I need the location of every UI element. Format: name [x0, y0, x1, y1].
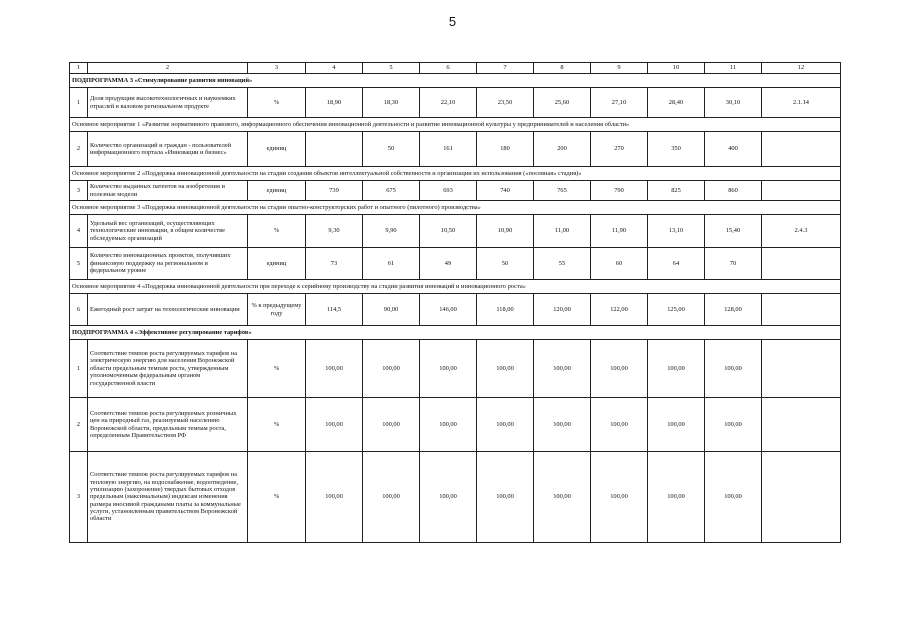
table-cell: 100,00: [534, 340, 591, 398]
table-cell: 18,30: [363, 88, 420, 118]
column-header: 6: [420, 63, 477, 74]
table-cell: 100,00: [477, 340, 534, 398]
table-cell: 61: [363, 248, 420, 280]
table-cell: 27,10: [591, 88, 648, 118]
table-cell: 740: [477, 181, 534, 201]
column-header: 9: [591, 63, 648, 74]
table-cell: 100,00: [477, 452, 534, 543]
subprogram-3-title: ПОДПРОГРАММА 3 «Стимулирование развития инноваций»: [70, 74, 841, 88]
indicator-name: Доля продукции высокотехнологичных и наукоемких отраслей в валовом региональном продукте: [88, 88, 248, 118]
subprogram-4-title: ПОДПРОГРАММА 4 «Эффективное регулирование тарифов»: [70, 326, 841, 340]
table-cell: 693: [420, 181, 477, 201]
table-cell: 350: [648, 132, 705, 167]
table-cell: %: [248, 88, 306, 118]
table-cell: 3: [70, 181, 88, 201]
table-cell: единиц: [248, 248, 306, 280]
table-cell: 3: [70, 452, 88, 543]
measure-1-title: Основное мероприятие 1 «Развитие нормативного правового, информационного обеспечения инновационной деятельности и развитие инновационной культуры у предпринимателей и населения области»: [70, 118, 841, 132]
measure-4-title: Основное мероприятие 4 «Поддержка инновационной деятельности при переходе к серийному производству на стадии развития инноваций и инновационного роста»: [70, 280, 841, 294]
table-cell: 18,90: [306, 88, 363, 118]
table-cell: 400: [705, 132, 762, 167]
table-cell: 675: [363, 181, 420, 201]
table-cell: %: [248, 398, 306, 452]
indicator-name: Количество инновационных проектов, получивших финансовую поддержку на региональном и федеральном уровне: [88, 248, 248, 280]
column-header: 1: [70, 63, 88, 74]
table-cell: 128,00: [705, 294, 762, 326]
table-cell: 100,00: [306, 452, 363, 543]
table-row: [70, 452, 841, 543]
table-cell: 2.1.14: [762, 88, 841, 118]
table-cell: 120,00: [534, 294, 591, 326]
table-cell: 73: [306, 248, 363, 280]
table-cell: 114,5: [306, 294, 363, 326]
table-cell: 100,00: [420, 398, 477, 452]
column-header: 11: [705, 63, 762, 74]
table-cell: 4: [70, 215, 88, 248]
table-cell: 100,00: [591, 398, 648, 452]
table-cell: 100,00: [705, 398, 762, 452]
table-row: [70, 132, 841, 167]
table-cell: 13,10: [648, 215, 705, 248]
column-header: 8: [534, 63, 591, 74]
table-cell: 100,00: [534, 398, 591, 452]
table-cell: 122,00: [591, 294, 648, 326]
table-cell: 100,00: [648, 452, 705, 543]
table-cell: единиц: [248, 181, 306, 201]
table-cell: [762, 452, 841, 543]
indicator-name: Количество выданных патентов на изобретения и полезные модели: [88, 181, 248, 201]
table-cell: [762, 294, 841, 326]
table-cell: 30,10: [705, 88, 762, 118]
table-cell: 1: [70, 340, 88, 398]
table-cell: %: [248, 452, 306, 543]
table-cell: 161: [420, 132, 477, 167]
table-cell: единиц: [248, 132, 306, 167]
table-cell: 49: [420, 248, 477, 280]
table-cell: 739: [306, 181, 363, 201]
table-cell: 2.4.3: [762, 215, 841, 248]
table-cell: 100,00: [363, 340, 420, 398]
table-cell: % к предыдущему году: [248, 294, 306, 326]
column-header: 4: [306, 63, 363, 74]
table-cell: 11,00: [534, 215, 591, 248]
column-header: 10: [648, 63, 705, 74]
table-cell: 23,50: [477, 88, 534, 118]
column-header: 2: [88, 63, 248, 74]
table-cell: 25,60: [534, 88, 591, 118]
table-cell: 100,00: [705, 452, 762, 543]
table-row: [70, 248, 841, 280]
table-cell: 6: [70, 294, 88, 326]
table-cell: [762, 398, 841, 452]
table-cell: 100,00: [534, 452, 591, 543]
table-row: [70, 88, 841, 118]
table-cell: 146,00: [420, 294, 477, 326]
table-cell: 100,00: [591, 340, 648, 398]
measure-3-title: Основное мероприятие 3 «Поддержка инновационной деятельности на стадии опытно-конструкторских работ и опытного (пилотного) производства»: [70, 201, 841, 215]
column-header: 7: [477, 63, 534, 74]
indicator-name: Количество организаций и граждан - пользователей информационного портала «Инновации и бизнес»: [88, 132, 248, 167]
table-row: [70, 215, 841, 248]
indicator-name: Соответствие темпов роста регулируемых тарифов на электрическую энергию для населения Воронежской области предельным темпам роста, утвержденным уполномоченным федеральным органом государственной власти: [88, 340, 248, 398]
table-cell: 22,10: [420, 88, 477, 118]
column-header: 12: [762, 63, 841, 74]
table-cell: 55: [534, 248, 591, 280]
table-cell: 10,50: [420, 215, 477, 248]
table-cell: 765: [534, 181, 591, 201]
table-row: [70, 294, 841, 326]
table-cell: 100,00: [420, 340, 477, 398]
measure-2-title: Основное мероприятие 2 «Поддержка инновационной деятельности на стадии создания объектов интеллектуальной собственности и организации их использования («посевная» стадия)»: [70, 167, 841, 181]
table-cell: 860: [705, 181, 762, 201]
table-cell: 2: [70, 398, 88, 452]
table-cell: 9,90: [363, 215, 420, 248]
table-cell: 200: [534, 132, 591, 167]
table-cell: 125,00: [648, 294, 705, 326]
table-cell: 100,00: [306, 398, 363, 452]
table-cell: %: [248, 340, 306, 398]
indicator-name: Соответствие темпов роста регулируемых розничных цен на природный газ, реализуемый населению Воронежской области, предельным темпам роста, определенным Правительством РФ: [88, 398, 248, 452]
table-cell: 790: [591, 181, 648, 201]
table-cell: 50: [363, 132, 420, 167]
table-cell: 100,00: [705, 340, 762, 398]
table-cell: 60: [591, 248, 648, 280]
table-cell: 118,00: [477, 294, 534, 326]
table-cell: 100,00: [306, 340, 363, 398]
table-cell: 100,00: [648, 398, 705, 452]
column-header: 3: [248, 63, 306, 74]
table-cell: [306, 132, 363, 167]
table-cell: 180: [477, 132, 534, 167]
table-cell: 11,90: [591, 215, 648, 248]
table-cell: 100,00: [420, 452, 477, 543]
table-cell: 64: [648, 248, 705, 280]
table-cell: [762, 248, 841, 280]
indicators-table: [69, 62, 841, 543]
table-cell: %: [248, 215, 306, 248]
table-cell: [762, 132, 841, 167]
table-cell: [762, 181, 841, 201]
table-cell: 50: [477, 248, 534, 280]
table-cell: 70: [705, 248, 762, 280]
table-cell: [762, 340, 841, 398]
table-row: [70, 398, 841, 452]
table-cell: 1: [70, 88, 88, 118]
table-cell: 100,00: [363, 398, 420, 452]
page-number: 5: [448, 14, 457, 29]
header-row: [70, 63, 841, 74]
table-row: [70, 181, 841, 201]
table-cell: 100,00: [363, 452, 420, 543]
table-row: [70, 340, 841, 398]
indicator-name: Ежегодный рост затрат на технологические инновации: [88, 294, 248, 326]
table-cell: 15,40: [705, 215, 762, 248]
table-cell: 10,90: [477, 215, 534, 248]
indicator-name: Удельный вес организаций, осуществляющих технологические инновации, в общем количестве обследуемых организаций: [88, 215, 248, 248]
column-header: 5: [363, 63, 420, 74]
indicator-name: Соответствие темпов роста регулируемых тарифов на тепловую энергию, на водоснабжение, водоотведение, утилизацию (захоронение) твердых бытовых отходов предельным (максимальным) индексам изменения размера вносимой гражданами платы за коммунальные услуги, установленным правительством Воронежской области: [88, 452, 248, 543]
table-cell: 825: [648, 181, 705, 201]
table-cell: 100,00: [591, 452, 648, 543]
table-cell: 270: [591, 132, 648, 167]
table-cell: 28,40: [648, 88, 705, 118]
table-cell: 2: [70, 132, 88, 167]
table-cell: 100,00: [648, 340, 705, 398]
table-cell: 100,00: [477, 398, 534, 452]
table-cell: 90,00: [363, 294, 420, 326]
table-cell: 5: [70, 248, 88, 280]
table-cell: 9,30: [306, 215, 363, 248]
